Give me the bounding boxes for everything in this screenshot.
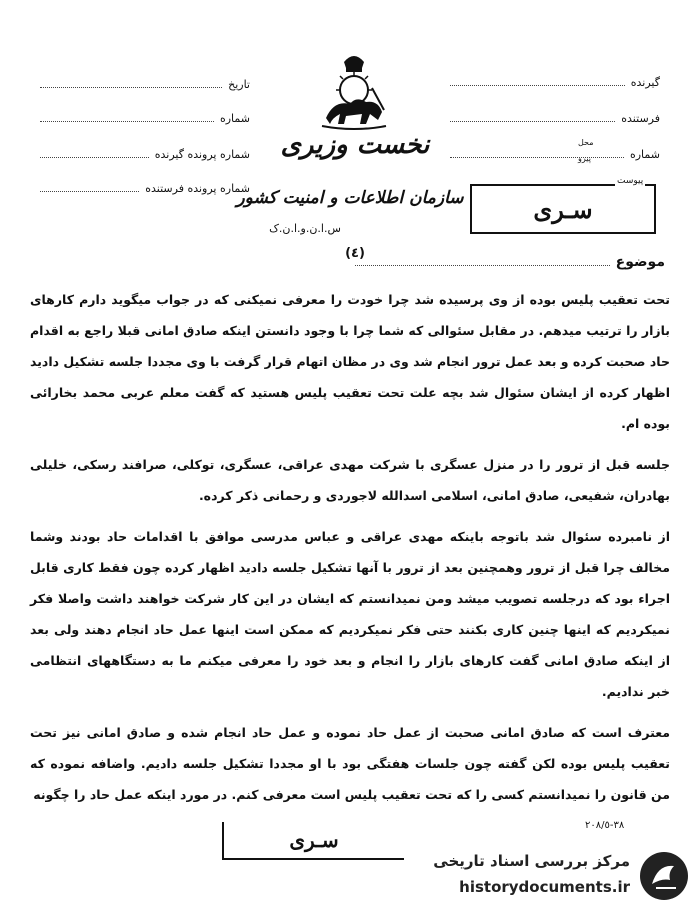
page-marker: (٤) (345, 246, 365, 261)
field-line (40, 190, 139, 192)
subject-field (355, 254, 665, 270)
field-label: شماره (219, 112, 250, 125)
sender-field (450, 112, 660, 125)
field-line (450, 84, 625, 86)
document-body (30, 284, 670, 820)
subject-line (355, 265, 610, 266)
receiver-field (450, 76, 660, 89)
watermark-url: historydocuments.ir (459, 878, 630, 896)
number-field (40, 112, 250, 125)
ministry-title: نخست وزیری (280, 130, 430, 160)
field-line (450, 120, 615, 122)
field-line (450, 156, 624, 158)
sender-file-number-field (40, 182, 250, 195)
body-paragraph: معترف است که صادق امانی صحبت از عمل حاد نموده و عمل حاد انجام شده و صادق امانی نیز تحت تعقیب پلیس بوده لکن گفته چون جلسات هفتگی بود با او مجددا تشکیل جلسه دادیم. واضافه نموده که من قانون را نمیدانستم کسی را که تحت تعقیب پلیس است معرفی کنم. در مورد اینکه عمل حاد را چگونه (30, 725, 670, 802)
bottom-classification-stamp: سـری (222, 822, 404, 860)
field-label: تاریخ (228, 78, 250, 91)
field-label: شماره پرونده فرستنده (145, 182, 250, 195)
date-field (40, 78, 250, 91)
field-line (40, 156, 149, 158)
field-line (40, 86, 222, 88)
subject-label: موضوع (615, 254, 665, 270)
reference-number-field (450, 148, 660, 161)
number-sub-label: محل (578, 138, 594, 147)
field-label: شماره (629, 148, 660, 161)
body-paragraph: از نامبرده سئوال شد باتوجه باینکه مهدی عراقی و عباس مدرسی موافق با اقدامات حاد بودند وشما مخالف چرا قبل از ترور وهمچنین بعد از ترور با آنها تشکیل جلسه دادید اظهار کرده چون فقط کاری قابل اجراء بود که درجلسه تصویب میشد ومن نمیدانستم که ایشان در این کار شرکت خواهند داشت واصلا فکر نمیکردیم که اینها چنین کاری بکنند حتی فکر نمیکردیم که ممکن است اینها عمل حاد انجام دهند ولی بعد از اینکه صادق امانی گفت کارهای بازار را انجام و بعد خود را معرفی میکنم ما به دستگاههای انتظامی خبر ندادیم. (30, 529, 670, 699)
receiver-file-number-field (40, 148, 250, 161)
classification-stamp: سـری (470, 184, 656, 234)
archive-watermark (400, 846, 700, 908)
field-label: شماره پرونده گیرنده (154, 148, 250, 161)
body-paragraph: تحت تعقیب پلیس بوده از وی پرسیده شد چرا خودت را معرفی نمیکنی که در جواب میگوید دارم کارهای بازار را ترتیب میدهم. در مقابل سئوالی که شما چرا با وجود دانستن اینکه صادق امانی قبلا راجع به اقدام حاد صحبت کرده و بعد عمل ترور انجام شد وی در مظان اتهام قرار گرفت با وی مجددا جلسه تشکیل دادید اظهار کرده از ایشان سئوال شد بچه علت تحت تعقیب پلیس هستید که گفت معلم عربی محمد بخارائی بوده ام. (30, 292, 670, 431)
field-line (40, 120, 214, 122)
watermark-name: مرکز بررسی اسناد تاریخی (433, 852, 630, 870)
field-label: فرستنده (621, 112, 660, 125)
field-label: گیرنده (630, 76, 660, 89)
archive-logo-icon (638, 850, 690, 902)
number-sub-label: پیرو (578, 154, 591, 163)
lion-and-sun-emblem-icon (316, 48, 392, 132)
body-paragraph: جلسه قبل از ترور را در منزل عسگری با شرکت مهدی عراقی، عسگری، توکلی، صرافند رسکی، خلیلی بهادران، شفیعی، صادق امانی، اسلامی اسدالله لاجوردی و رحمانی ذکر کرده. (30, 457, 670, 503)
attachment-label: پیوست (617, 176, 644, 186)
archive-reference-number: ٣٨-٢٠٨/٥ (585, 820, 625, 831)
organization-title: سازمان اطلاعات و امنیت کشور (236, 188, 464, 208)
office-code: س.ا.ن.و.ا.ن.ک (269, 222, 341, 235)
